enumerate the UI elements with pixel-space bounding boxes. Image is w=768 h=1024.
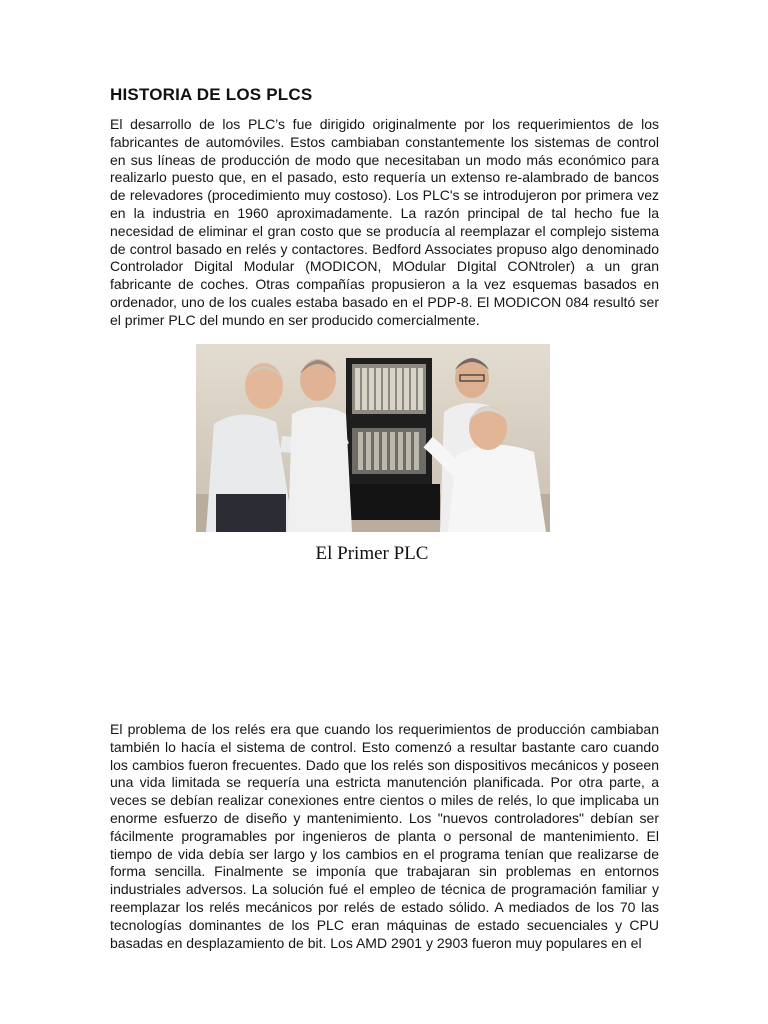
paragraph-relays: El problema de los relés era que cuando los requerimientos de producción cambiaban también lo hacía el sistema de control. Esto comenzó a resultar bastante caro cuando los cambios fueron frecuentes. Dado que los relés son dispositivos mecánicos y poseen una vida limitada se requería una estricta manutención planificada. Por otra parte, a veces se debían realizar conexiones entre cientos o miles de relés, lo que implicaba un enorme esfuerzo de diseño y mantenimiento. Los "nuevos controladores" debían ser fácilmente programables por ingenieros de planta o personal de mantenimiento. El tiempo de vida debía ser largo y los cambios en el programa tenían que realizarse de forma sencilla. Finalmente se imponía que trabajaran sin problemas en entornos industriales adversos. La solución fué el empleo de técnica de programación familiar y reemplazar los relés mecánicos por relés de estado sólido. A mediados de los 70 las tecnologías dominantes de los PLC eran máquinas de estado secuenciales y CPU basadas en desplazamiento de bit. Los AMD 2901 y 2903 fueron muy populares en el bbox=[110, 721, 659, 951]
photo-first-plc bbox=[196, 344, 550, 532]
photo-illustration bbox=[196, 344, 550, 532]
page-title: HISTORIA DE LOS PLCS bbox=[110, 85, 313, 104]
plc-cabinet bbox=[342, 358, 440, 520]
paragraph-intro: El desarrollo de los PLC’s fue dirigido originalmente por los requerimientos de los fabricantes de automóviles. Estos cambiaban constantemente los sistemas de control en sus líneas de producción de modo que necesitaban un modo más económico para realizarlo puesto que, en el pasado, esto requería un extenso re-alambrado de bancos de relevadores (procedimiento muy costoso). Los PLC's se introdujeron por primera vez en la industria en 1960 aproximadamente. La razón principal de tal hecho fue la necesidad de eliminar el gran costo que se producía al reemplazar el complejo sistema de control basado en relés y contactores. Bedford Associates propuso algo denominado Controlador Digital Modular (MODICON, MOdular DIgital CONtroler) a un gran fabricante de coches. Otras compañías propusieron a la vez esquemas basados en ordenador, uno de los cuales estaba basado en el PDP-8. El MODICON 084 resultó ser el primer PLC del mundo en ser producido comercialmente. bbox=[110, 116, 659, 328]
figure-caption: El Primer PLC bbox=[315, 543, 429, 564]
